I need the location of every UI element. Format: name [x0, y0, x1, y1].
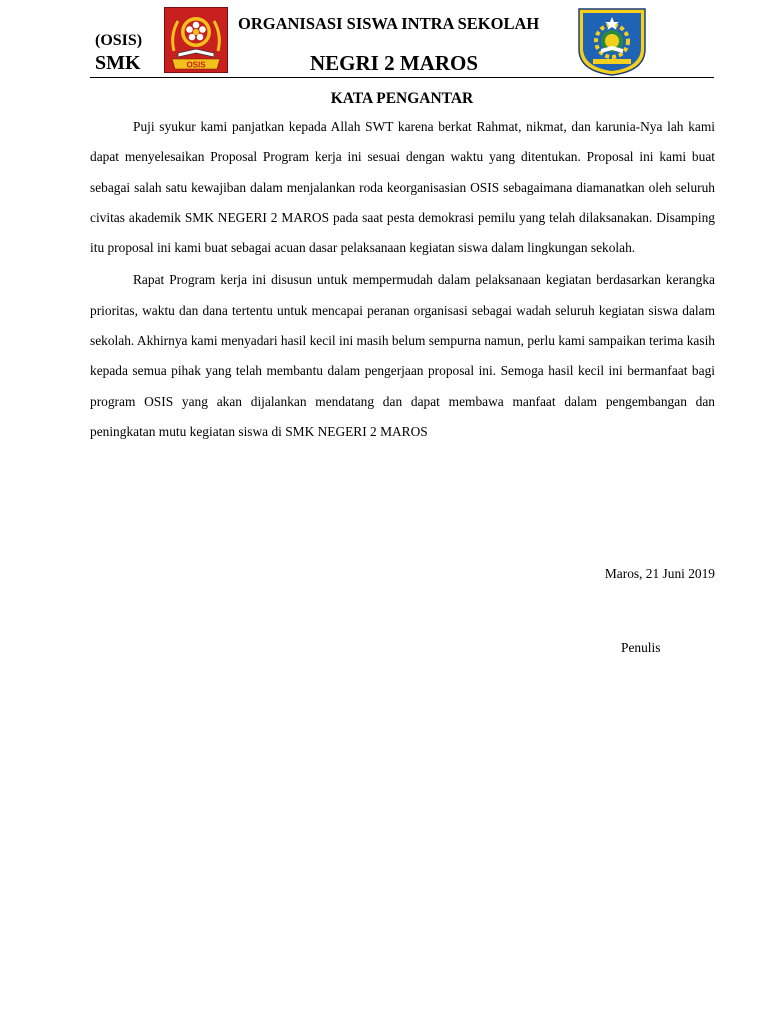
osis-logo-text: OSIS [186, 60, 206, 70]
header-organization-name: ORGANISASI SISWA INTRA SEKOLAH [238, 14, 540, 33]
header-school-name: NEGRI 2 MAROS [310, 51, 479, 75]
page-title: KATA PENGANTAR [330, 90, 474, 107]
author-label: Penulis [621, 640, 661, 655]
header-smk-label: SMK [95, 52, 141, 74]
osis-logo-icon [164, 7, 228, 73]
body-text [90, 112, 715, 449]
letter-date: Maros, 21 Juni 2019 [604, 566, 715, 581]
paragraph-2: Rapat Program kerja ini disusun untuk mempermudah dalam pelaksanaan kegiatan berdasarkan kerangka prioritas, waktu dan dana tertentu untuk mencapai peranan organisasi sebagai wadah seluruh kegiatan siswa dalam sekolah. Akhirnya kami menyadari hasil kecil ini masih belum sempurna namun, perlu kami sampaikan terima kasih kepada semua pihak yang telah membantu dalam pengerjaan proposal ini. Semoga hasil kecil ini bermanfaat bagi program OSIS yang akan dijalankan mendatang dan dapat membawa manfaat dalam pengembangan dan peningkatan mutu kegiatan siswa di SMK NEGERI 2 MAROS [90, 272, 715, 439]
paragraph-1: Puji syukur kami panjatkan kepada Allah SWT karena berkat Rahmat, nikmat, dan karunia-Nya lah kami dapat menyelesaikan Proposal Program kerja ini sesuai dengan waktu yang ditentukan. Proposal ini kami buat sebagai salah satu kewajiban dalam menjalankan roda keorganisasian OSIS sebagaimana diamanatkan oleh seluruh civitas akademik SMK NEGERI 2 MAROS pada saat pesta demokrasi pemilu yang telah dilaksanakan. Disamping itu proposal ini kami buat sebagai acuan dasar pelaksanaan kegiatan siswa dalam lingkungan sekolah. [90, 119, 715, 256]
school-logo-icon [575, 5, 649, 77]
header-divider [90, 77, 714, 78]
header-osis-label: (OSIS) [95, 32, 143, 49]
